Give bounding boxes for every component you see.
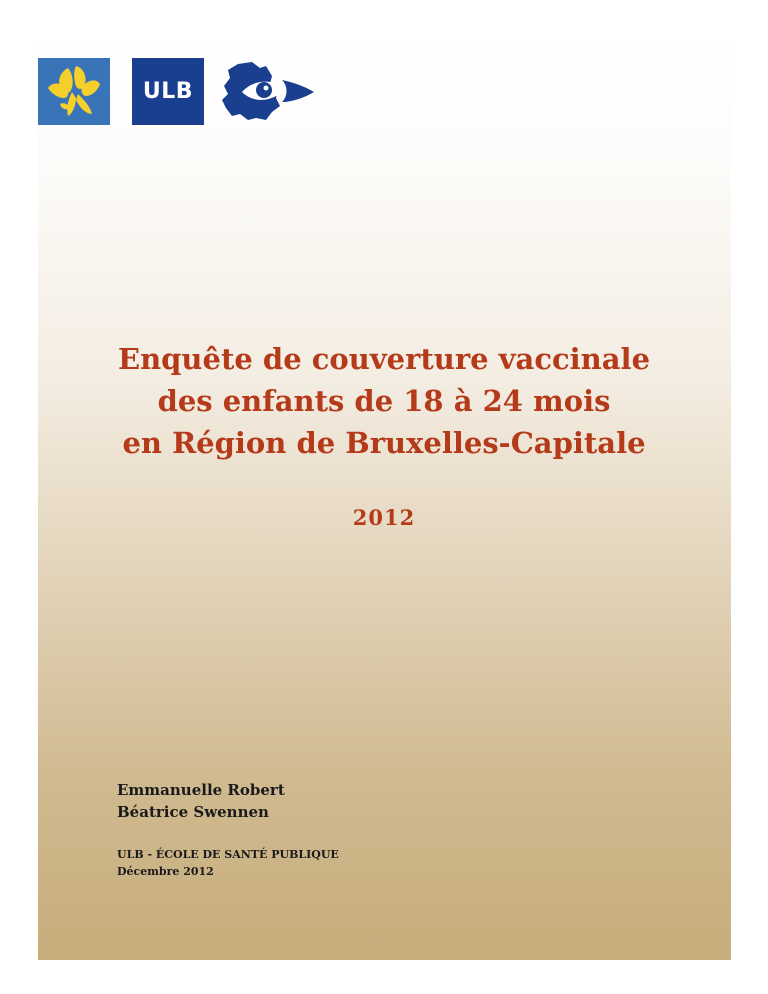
publisher-block [117,846,339,880]
title-line-2: des enfants de 18 à 24 mois [157,384,611,418]
institution-name: ULB - ÉCOLE DE SANTÉ PUBLIQUE [117,848,339,861]
map-eye-icon [220,58,316,124]
iris-brussels-logo [38,58,110,125]
ulb-logo-text: ULB [142,79,194,104]
report-title [0,338,768,464]
ecole-sante-publique-logo [220,58,316,124]
title-line-3: en Région de Bruxelles-Capitale [122,426,646,460]
publication-date: Décembre 2012 [117,865,214,878]
ulb-logo [132,58,204,125]
author-name: Emmanuelle Robert [117,781,285,799]
title-line-1: Enquête de couverture vaccinale [117,342,651,376]
authors-block [117,779,285,823]
author-name: Béatrice Swennen [117,803,269,821]
iris-flower-icon [38,58,110,125]
report-year: 2012 [352,505,416,530]
